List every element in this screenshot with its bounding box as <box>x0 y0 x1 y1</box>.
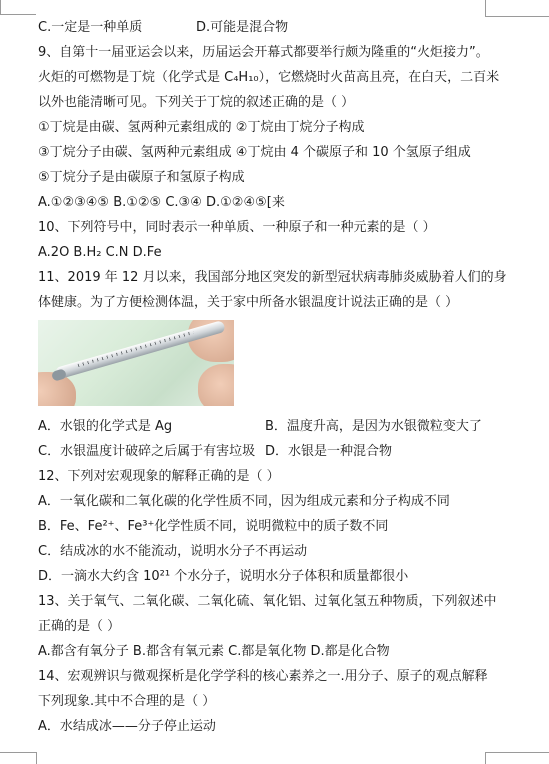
q14-stem-1: 14、宏观辨识与微观探析是化学学科的核心素养之一.用分子、原子的观点解释 <box>38 669 488 684</box>
q13-stem-2: 正确的是（ ） <box>38 619 121 634</box>
crop-mark-bottom-right-v <box>485 752 486 764</box>
q9-statement-1: ①丁烷是由碳、氢两种元素组成的 ②丁烷由丁烷分子构成 <box>38 120 365 135</box>
q10-stem: 10、下列符号中，同时表示一种单质、一种原子和一种元素的是（ ） <box>38 220 436 235</box>
q9-stem-3: 以外也能清晰可见。下列关于丁烷的叙述正确的是（ ） <box>38 95 355 110</box>
q11-stem-1: 11、2019 年 12 月以来，我国部分地区突发的新型冠状病毒肺炎威胁着人们的身 <box>38 270 507 285</box>
q12-option-b: B．Fe、Fe²⁺、Fe³⁺化学性质不同，说明微粒中的质子数不同 <box>38 519 389 534</box>
q14-option-a: A．水结成冰——分子停止运动 <box>38 719 216 734</box>
q13-answer-options: A.都含有氧分子 B.都含有氧元素 C.都是氧化物 D.都是化合物 <box>38 644 390 659</box>
crop-mark-top-left-h <box>0 14 36 15</box>
q9-statement-2: ③丁烷分子由碳、氢两种元素组成 ④丁烷由 4 个碳原子和 10 个氢原子组成 <box>38 145 471 160</box>
q10-answer-options: A.2O B.H₂ C.N D.Fe <box>38 245 162 260</box>
q8-option-d: D.可能是混合物 <box>196 20 289 35</box>
q12-option-c: C．结成冰的水不能流动，说明水分子不再运动 <box>38 544 308 559</box>
q11-stem-2: 体健康。为了方便检测体温，关于家中所备水银温度计说法正确的是（ ） <box>38 295 459 310</box>
q11-option-d: D．水银是一种混合物 <box>265 444 393 459</box>
q9-statement-3: ⑤丁烷分子是由碳原子和氢原子构成 <box>38 170 245 185</box>
q11-option-b: B．温度升高，是因为水银微粒变大了 <box>265 419 482 434</box>
crop-mark-top-left <box>0 0 1 14</box>
crop-mark-top-right-h <box>485 16 549 17</box>
crop-mark-bottom-left <box>0 752 36 753</box>
q11-option-c: C．水银温度计破碎之后属于有害垃圾 <box>38 444 256 459</box>
thermometer-photo <box>38 320 234 406</box>
crop-mark-top-right <box>485 0 486 16</box>
q9-answer-options: A.①②③④⑤ B.①②⑤ C.③④ D.①②④⑤[来 <box>38 195 285 210</box>
q12-option-d: D．一滴水大约含 10²¹ 个水分子，说明水分子体积和质量都很小 <box>38 569 409 584</box>
q14-stem-2: 下列现象.其中不合理的是（ ） <box>38 694 216 709</box>
q9-stem-1: 9、自第十一届亚运会以来，历届运会开幕式都要举行颇为隆重的“火炬接力”。 <box>38 45 489 60</box>
crop-mark-bottom-right <box>485 752 549 753</box>
q12-option-a: A．一氧化碳和二氧化碳的化学性质不同，因为组成元素和分子构成不同 <box>38 494 450 509</box>
q8-option-c: C.一定是一种单质 <box>38 20 143 35</box>
crop-mark-bottom-left-v <box>36 752 37 764</box>
q12-stem: 12、下列对宏观现象的解释正确的是（ ） <box>38 469 280 484</box>
q11-option-a: A．水银的化学式是 Ag <box>38 419 173 434</box>
q13-stem-1: 13、关于氧气、二氧化碳、二氧化硫、氧化铝、过氧化氢五种物质，下列叙述中 <box>38 594 497 609</box>
q9-stem-2: 火炬的可燃物是丁烷（化学式是 C₄H₁₀），它燃烧时火苗高且亮，在白天，二百米 <box>38 70 500 85</box>
